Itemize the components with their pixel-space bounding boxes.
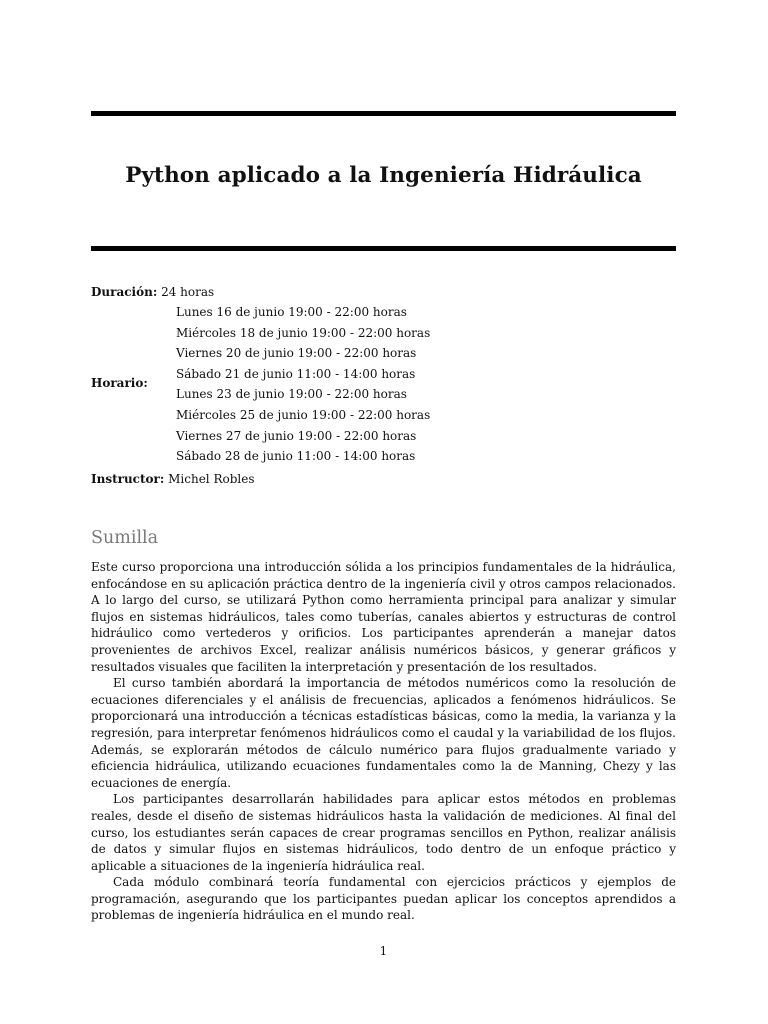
instructor-label: Instructor: [91, 472, 165, 486]
schedule-label: Horario: [91, 376, 148, 390]
schedule-item: Sábado 28 de junio 11:00 - 14:00 horas [176, 449, 416, 464]
document-title: Python aplicado a la Ingeniería Hidráulica [125, 163, 642, 188]
duration-row [91, 285, 676, 300]
summary-paragraph: El curso también abordará la importancia de métodos numéricos como la resolución de ecuaciones diferenciales y el análisis de frecuencias, aplicados a fenómenos hidráulicos. Se proporcionará una introducción a técnicas estadísticas básicas, como la media, la varianza y la regresión, para interpretar fenómenos hidráulicos como el caudal y la variabilidad de los flujos. Además, se explorarán métodos de cálculo numérico para flujos gradualmente variado y eficiencia hidráulica, utilizando ecuaciones fundamentales como la de Manning, Chezy y las ecuaciones de energía. [91, 676, 676, 790]
summary-paragraph: Este curso proporciona una introducción sólida a los principios fundamentales de la hidráulica, enfocándose en su aplicación práctica dentro de la ingeniería civil y otros campos relacionados. A lo largo del curso, se utilizará Python como herramienta principal para analizar y simular flujos en sistemas hidráulicos, tales como tuberías, canales abiertos y estructuras de control hidráulico como vertederos y orificios. Los participantes aprenderán a manejar datos provenientes de archivos Excel, realizar análisis numéricos básicos, y generar gráficos y resultados visuales que faciliten la interpretación y presentación de los resultados. [91, 560, 676, 674]
summary-paragraph: Cada módulo combinará teoría fundamental con ejercicios prácticos y ejemplos de programación, asegurando que los participantes puedan aplicar los conceptos aprendidos a problemas de ingeniería hidráulica en el mundo real. [91, 875, 676, 923]
instructor-value: Michel Robles [168, 472, 255, 486]
summary-body [91, 559, 676, 924]
title-rule-bottom [91, 246, 676, 251]
schedule-item: Lunes 16 de junio 19:00 - 22:00 horas [176, 305, 407, 319]
summary-paragraph: Los participantes desarrollarán habilidades para aplicar estos métodos en problemas reales, desde el diseño de sistemas hidráulicos hasta la validación de mediciones. Al final del curso, los estudiantes serán capaces de crear programas sencillos en Python, realizar análisis de datos y simular flujos en sistemas hidráulicos, todo dentro de un enfoque práctico y aplicable a situaciones de la ingeniería hidráulica real. [91, 792, 676, 873]
instructor-row [91, 472, 676, 487]
schedule-item: Sábado 21 de junio 11:00 - 14:00 horas [176, 366, 416, 381]
title-rule-top [91, 111, 676, 116]
schedule-item: Miércoles 18 de junio 19:00 - 22:00 horas [176, 325, 431, 340]
section-heading-sumilla: Sumilla [91, 528, 159, 548]
schedule-list [176, 302, 430, 467]
duration-value: 24 horas [161, 285, 215, 299]
duration-label: Duración: [91, 285, 158, 299]
schedule-item: Miércoles 25 de junio 19:00 - 22:00 horas [176, 407, 431, 422]
schedule-item: Lunes 23 de junio 19:00 - 22:00 horas [176, 387, 407, 402]
schedule-item: Viernes 20 de junio 19:00 - 22:00 horas [176, 346, 417, 361]
schedule-item: Viernes 27 de junio 19:00 - 22:00 horas [176, 428, 417, 443]
page-number: 1 [379, 944, 388, 958]
